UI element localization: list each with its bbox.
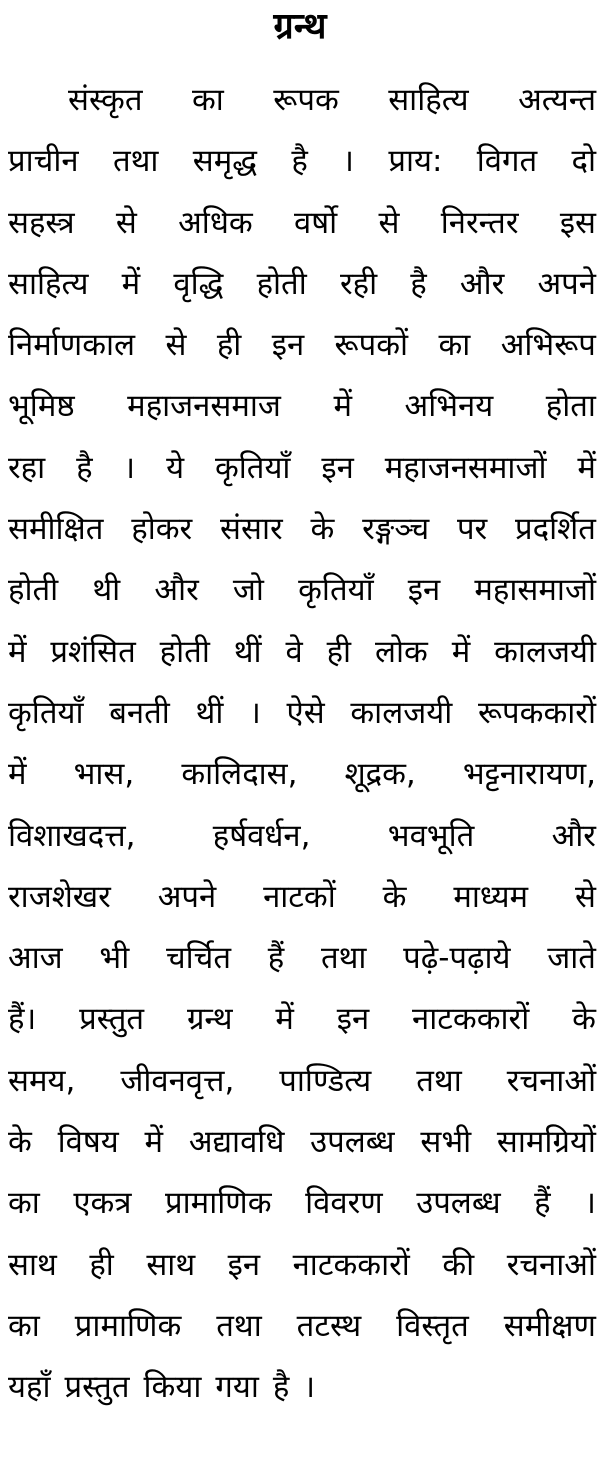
word: अधिक xyxy=(178,204,253,241)
word: ग्रन्थ xyxy=(186,1001,233,1038)
word: प्रस्तुत xyxy=(64,1369,130,1406)
word: जाते xyxy=(547,940,596,977)
word: सभी xyxy=(420,1124,472,1161)
word: कालजयी xyxy=(494,633,596,670)
text-line xyxy=(8,1357,596,1418)
word: हैं xyxy=(534,1185,551,1222)
word: और xyxy=(459,265,505,302)
word: सहस्त्र xyxy=(8,204,75,241)
word: पर xyxy=(456,511,488,548)
word: कालजयी xyxy=(350,694,453,731)
word: रूपकों xyxy=(334,327,409,364)
word: हर्षवर्धन, xyxy=(212,817,311,854)
word: समीक्षित xyxy=(8,511,104,548)
word: नाटककारों xyxy=(292,1246,410,1283)
word: तथा xyxy=(320,940,367,977)
word: विवरण xyxy=(305,1185,383,1222)
word: हैं xyxy=(267,940,285,977)
word: महाजनसमाजों xyxy=(384,449,547,486)
word: इस xyxy=(559,204,596,241)
word: दो xyxy=(571,143,596,180)
word: वृद्धि xyxy=(173,265,224,302)
word: निरन्तर xyxy=(440,204,519,241)
text-line xyxy=(8,683,596,744)
word: अभिनय xyxy=(404,388,494,425)
word: साथ xyxy=(8,1246,57,1283)
word: इन xyxy=(271,327,305,364)
word: साहित्य xyxy=(388,82,469,118)
text-line xyxy=(8,376,596,437)
word: तथा xyxy=(416,1062,462,1099)
word: रूपककारों xyxy=(477,694,596,731)
word: ऐसे xyxy=(286,694,325,731)
text-line xyxy=(8,499,596,560)
word: ही xyxy=(216,327,242,364)
word: पढ़े-पढ़ाये xyxy=(403,940,511,977)
word: चर्चित xyxy=(165,940,232,977)
text-line xyxy=(8,560,596,621)
word: कृतियाँ xyxy=(298,572,374,609)
text-line xyxy=(8,928,596,989)
text-line xyxy=(8,806,596,867)
word: वे xyxy=(285,633,303,670)
word: प्रदर्शित xyxy=(515,511,596,548)
word: अपने xyxy=(537,265,596,302)
word: साथ xyxy=(146,1246,196,1283)
word: में xyxy=(8,756,27,793)
word: का xyxy=(8,1185,40,1222)
text-line xyxy=(8,315,596,376)
word: एकत्र xyxy=(73,1185,132,1222)
text-line xyxy=(8,1051,596,1112)
word: भवभूति xyxy=(387,817,475,854)
word: होती xyxy=(159,633,210,670)
word: होकर xyxy=(131,511,193,548)
word: बनती xyxy=(109,694,170,731)
word: रङ्गञ्च xyxy=(362,511,430,548)
word: और xyxy=(551,817,596,854)
word: महाजनसमाज xyxy=(127,388,281,425)
word: में xyxy=(144,1124,164,1161)
word: से xyxy=(115,204,137,241)
word: । xyxy=(249,694,261,731)
word: नाटकों xyxy=(263,878,336,915)
word: माध्यम xyxy=(453,878,529,915)
word: अपने xyxy=(157,878,217,915)
text-line xyxy=(8,193,596,254)
body-paragraph xyxy=(8,70,596,1419)
word: । xyxy=(584,1185,596,1222)
word: प्रामाणिक xyxy=(74,1307,182,1344)
word: रचनाओं xyxy=(506,1246,596,1283)
word: हैं। xyxy=(8,1001,37,1038)
word: के xyxy=(572,1001,596,1038)
word: प्रशंसित xyxy=(50,633,136,670)
document-title: ग्रन्थ xyxy=(273,6,327,47)
word: होती xyxy=(8,572,59,609)
word: पाण्डित्य xyxy=(279,1062,372,1099)
text-line xyxy=(8,1235,596,1296)
word: है xyxy=(272,1369,290,1406)
word: महासमाजों xyxy=(474,572,596,609)
word: राजशेखर xyxy=(8,878,111,915)
word: थीं xyxy=(195,694,224,731)
text-line xyxy=(8,867,596,928)
word: तथा xyxy=(112,143,159,180)
word: थी xyxy=(92,572,121,609)
word: थीं xyxy=(233,633,262,670)
word: भूमिष्ठ xyxy=(8,388,75,425)
word: संस्कृत xyxy=(68,82,143,118)
word: अद्यावधि xyxy=(188,1124,285,1161)
word: उपलब्ध xyxy=(416,1185,501,1222)
word: सामग्रियों xyxy=(496,1124,596,1161)
word: भास, xyxy=(73,756,135,793)
text-line xyxy=(8,744,596,805)
word: में xyxy=(8,633,27,670)
word: अभिरूप xyxy=(500,327,596,364)
word: वर्षो xyxy=(294,204,338,241)
word: के xyxy=(8,1124,32,1161)
word: । xyxy=(342,143,354,180)
word: ये xyxy=(166,449,185,486)
word: इन xyxy=(227,1246,261,1283)
word: का xyxy=(191,82,224,118)
text-line xyxy=(8,70,596,131)
word: नाटककारों xyxy=(412,1001,530,1038)
word: कृतियाँ xyxy=(8,694,84,731)
word: संसार xyxy=(220,511,283,548)
word: में xyxy=(577,449,596,486)
word: में xyxy=(121,265,141,302)
word: की xyxy=(442,1246,475,1283)
word: और xyxy=(154,572,199,609)
word: विषय xyxy=(57,1124,119,1161)
word: में xyxy=(333,388,352,425)
word: इन xyxy=(321,449,354,486)
word: शूद्रक, xyxy=(344,756,416,793)
word: प्रस्तुत xyxy=(79,1001,145,1038)
word: से xyxy=(574,878,596,915)
word: विस्तृत xyxy=(396,1307,469,1344)
word: में xyxy=(275,1001,294,1038)
text-line xyxy=(8,131,596,192)
word: से xyxy=(165,327,187,364)
word: लोक xyxy=(374,633,428,670)
text-line xyxy=(8,1112,596,1173)
word: रही xyxy=(339,265,378,302)
word: विगत xyxy=(476,143,538,180)
word: होती xyxy=(256,265,307,302)
word: का xyxy=(8,1307,40,1344)
word: है xyxy=(76,449,93,486)
word: के xyxy=(310,511,335,548)
word: इन xyxy=(407,572,441,609)
word: आज xyxy=(8,940,63,977)
text-line xyxy=(8,254,596,315)
word: से xyxy=(378,204,400,241)
word: के xyxy=(382,878,407,915)
text-line xyxy=(8,438,596,499)
word: तथा xyxy=(216,1307,262,1344)
word: है xyxy=(410,265,427,302)
word: निर्माणकाल xyxy=(8,327,136,364)
word: ही xyxy=(326,633,352,670)
word: ही xyxy=(89,1246,114,1283)
word: साहित्य xyxy=(8,265,89,302)
word: । xyxy=(303,1369,316,1406)
word: कालिदास, xyxy=(181,756,298,793)
word: है xyxy=(291,143,308,180)
word: यहाँ xyxy=(8,1369,51,1406)
word: रचनाओं xyxy=(506,1062,596,1099)
word: किया xyxy=(143,1369,202,1406)
word: होता xyxy=(545,388,596,425)
word: अत्यन्त xyxy=(518,82,596,118)
word: इन xyxy=(336,1001,370,1038)
text-line xyxy=(8,1173,596,1234)
word: प्रामाणिक xyxy=(165,1185,272,1222)
word: तटस्थ xyxy=(296,1307,362,1344)
word: रहा xyxy=(8,449,46,486)
word: प्राय: xyxy=(388,143,443,180)
word: प्राचीन xyxy=(8,143,79,180)
word: समय, xyxy=(8,1062,76,1099)
word: का xyxy=(438,327,471,364)
word: भट्टनारायण, xyxy=(462,756,596,793)
text-line xyxy=(8,989,596,1050)
word: गया xyxy=(215,1369,259,1406)
word: कृतियाँ xyxy=(214,449,291,486)
text-line xyxy=(8,622,596,683)
word: समीक्षण xyxy=(503,1307,596,1344)
word: जीवनवृत्त, xyxy=(120,1062,235,1099)
word: समृद्ध xyxy=(192,143,258,180)
word: भी xyxy=(99,940,130,977)
word: । xyxy=(123,449,136,486)
word: विशाखदत्त, xyxy=(8,817,136,854)
word: रूपक xyxy=(273,82,339,118)
word: में xyxy=(451,633,471,670)
word: जो xyxy=(232,572,264,609)
word: उपलब्ध xyxy=(310,1124,395,1161)
text-line xyxy=(8,1296,596,1357)
